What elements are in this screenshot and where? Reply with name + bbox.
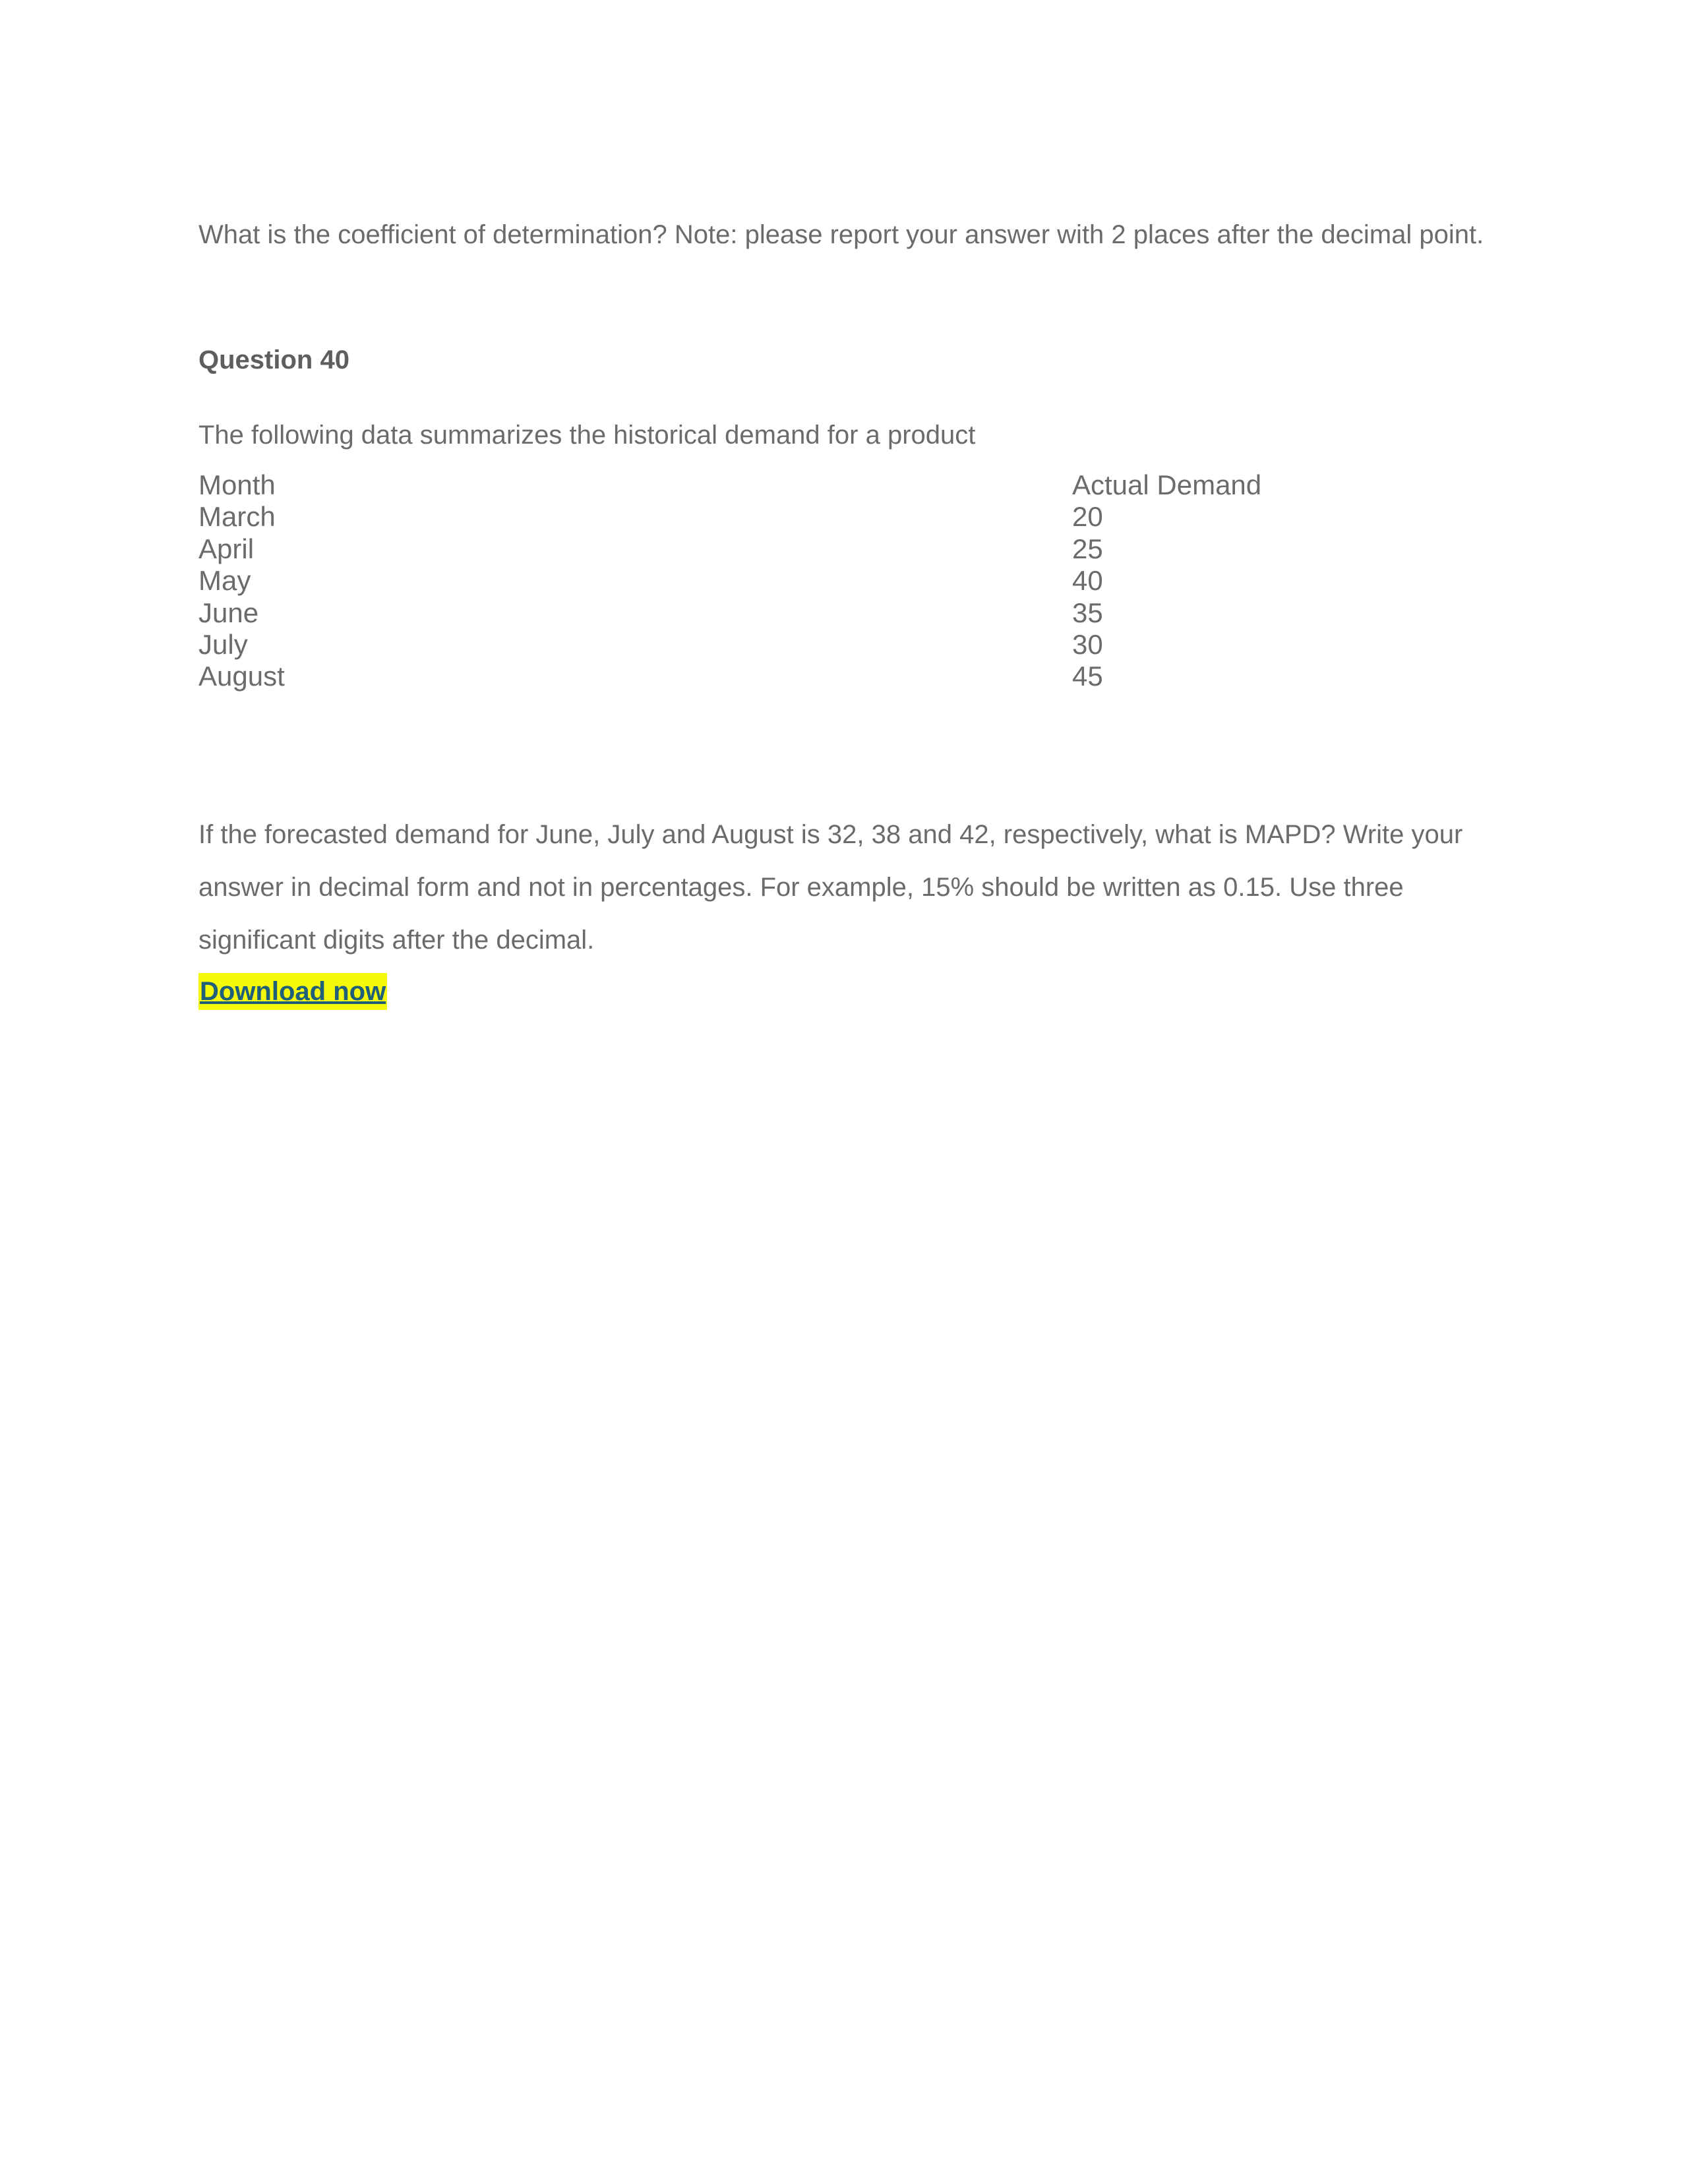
month-cell: May — [198, 565, 251, 597]
table-header-row — [198, 469, 1319, 501]
demand-cell: 40 — [1072, 565, 1103, 597]
table-row — [198, 501, 1319, 533]
demand-cell: 25 — [1072, 533, 1103, 564]
demand-cell: 45 — [1072, 661, 1103, 692]
table-row — [198, 661, 1319, 692]
demand-cell: 35 — [1072, 597, 1103, 628]
month-cell: August — [198, 661, 285, 692]
question-heading: Question 40 — [198, 345, 349, 374]
demand-table — [198, 469, 1319, 693]
demand-cell: 20 — [1072, 501, 1103, 533]
demand-intro-text: The following data summarizes the historical demand for a product — [198, 421, 976, 450]
month-cell: March — [198, 501, 276, 533]
header-actual-demand: Actual Demand — [1072, 469, 1262, 500]
table-row — [198, 597, 1319, 629]
download-now-link[interactable]: Download now — [198, 973, 387, 1010]
table-row — [198, 629, 1319, 661]
month-cell: July — [198, 628, 248, 660]
month-cell: April — [198, 533, 255, 564]
month-cell: June — [198, 597, 259, 628]
header-month: Month — [198, 469, 276, 500]
demand-cell: 30 — [1072, 628, 1103, 660]
coefficient-question-text: What is the coefficient of determination? Note: please report your answer with 2 places after the decimal point. — [198, 220, 1484, 249]
table-row — [198, 533, 1319, 565]
table-row — [198, 565, 1319, 597]
mapd-question-text: If the forecasted demand for June, July and August is 32, 38 and 42, respectively, what is MAPD? Write your answer in decimal form and not in percentages. For example, 15% should be written as 0.15. Use three significant digits after the decimal. — [198, 820, 1463, 955]
